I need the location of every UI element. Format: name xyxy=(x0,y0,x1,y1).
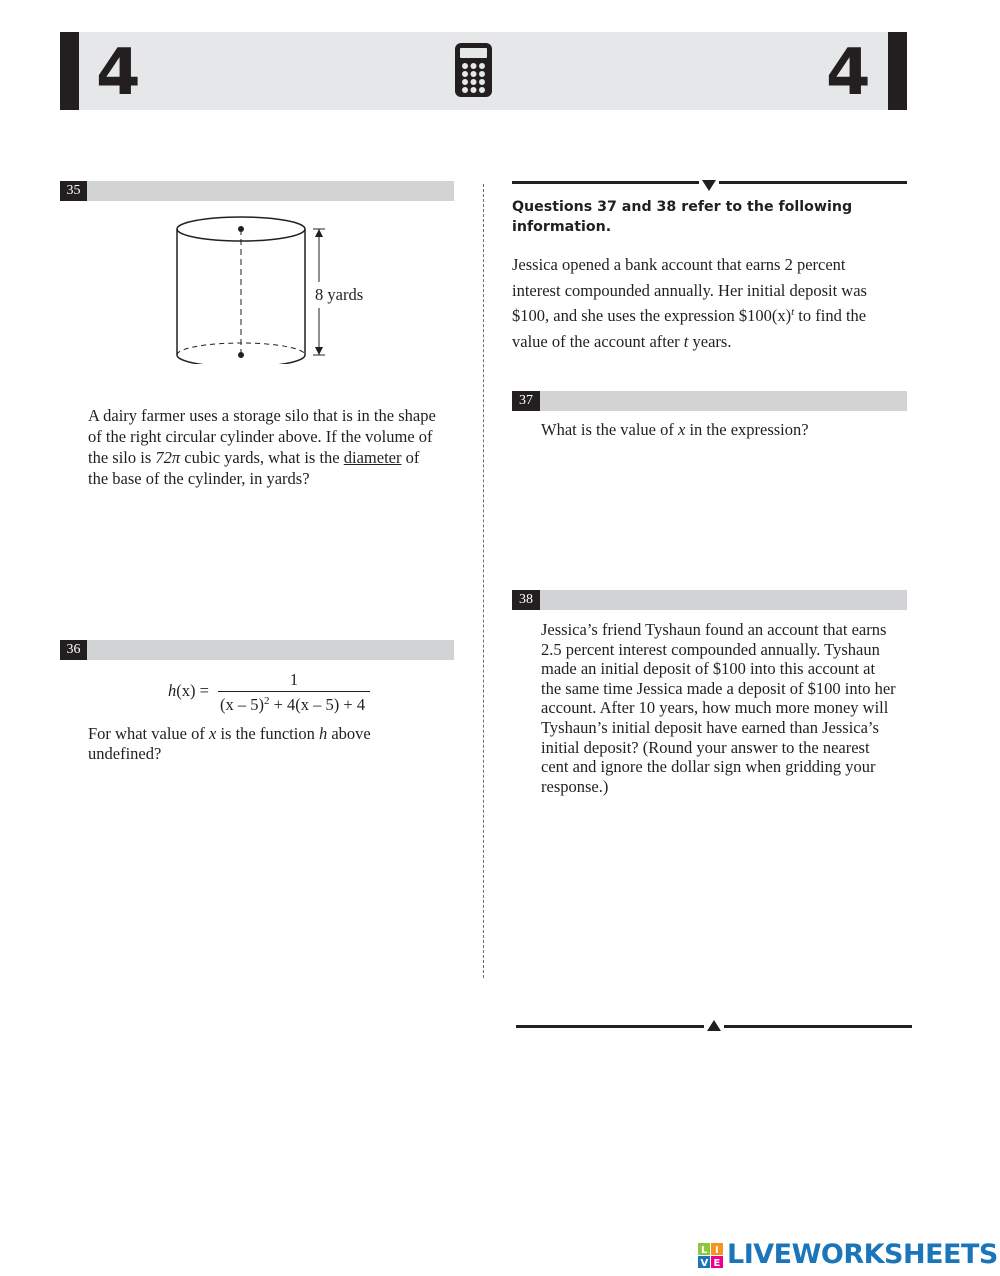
header-left-bar xyxy=(60,32,79,110)
info-line-1: Jessica opened a bank account that earns 2 percent xyxy=(512,255,846,274)
question-36-text xyxy=(88,724,371,763)
function-lhs: h(x) = xyxy=(168,681,209,700)
section-number-right: 4 xyxy=(826,36,871,110)
arrow-up-icon xyxy=(707,1020,721,1031)
cylinder-height-label: 8 yards xyxy=(315,285,364,304)
section-number-left: 4 xyxy=(96,36,141,110)
question-35-header-bar xyxy=(60,181,454,201)
expression-100x-t: $\$100(x)^t$ xyxy=(738,306,795,325)
question-36-number: 36 xyxy=(60,640,87,660)
question-35-line-4: the base of the cylinder, in yards? xyxy=(88,469,310,488)
column-divider xyxy=(483,184,484,978)
question-38-line: made an initial deposit of $100 into this account at xyxy=(541,659,876,679)
calculator-icon xyxy=(454,42,493,98)
question-36-line-1: For what value of x is the function h above xyxy=(88,724,371,743)
liveworksheets-logo-text[interactable]: LIVEWORKSHEETS xyxy=(727,1239,998,1270)
liveworksheets-badge-icon xyxy=(698,1243,724,1269)
question-38-line: Jessica’s friend Tyshaun found an account that earns xyxy=(541,620,887,639)
shared-info-paragraph xyxy=(512,252,867,354)
info-line-4: value of the account after t years. xyxy=(512,331,732,351)
shared-info-lead-line-1: Questions 37 and 38 refer to the following xyxy=(512,199,853,215)
function-numerator: 1 xyxy=(289,670,299,689)
shared-info-lead-line-2: information. xyxy=(512,219,612,235)
svg-text:E: E xyxy=(713,1258,721,1269)
bottom-rule-left xyxy=(516,1025,704,1028)
question-37-header-bar xyxy=(512,391,907,411)
question-38-header-bar xyxy=(512,590,907,610)
question-38-text xyxy=(541,620,896,796)
bottom-rule-right xyxy=(724,1025,912,1028)
question-38-line: cent and ignore the dollar sign when gridding your xyxy=(541,757,876,777)
function-denominator: (x – 5)$^2$ + 4(x – 5) + 4 xyxy=(220,695,366,714)
question-35-text xyxy=(88,405,458,489)
question-38-line: 2.5 percent interest compounded annually. Tyshaun xyxy=(541,639,880,659)
cylinder-figure xyxy=(170,214,335,364)
question-38-line: response.) xyxy=(541,776,609,796)
info-line-2: interest compounded annually. Her initial deposit was xyxy=(512,280,867,300)
question-36-line-2: undefined? xyxy=(88,743,162,763)
question-35-line-1: A dairy farmer uses a storage silo that is in the shape xyxy=(88,406,436,425)
info-line-3: $100, and she uses the expression $\$100(x)^t$ to find the xyxy=(512,306,867,325)
shared-info-lead xyxy=(512,197,852,237)
question-35-number: 35 xyxy=(60,181,87,201)
question-37-number: 37 xyxy=(512,391,540,411)
fraction-bar xyxy=(218,691,370,692)
question-38-number: 38 xyxy=(512,590,540,610)
svg-text:L: L xyxy=(701,1245,708,1256)
question-35-line-3: the silo is 72π cubic yards, what is the diameter of xyxy=(88,448,420,467)
top-rule-right xyxy=(719,181,907,184)
question-35-line-2: of the right circular cylinder above. If the volume of xyxy=(88,427,433,446)
question-38-line: the same time Jessica made a deposit of $100 into her xyxy=(541,678,896,698)
question-36-header-bar xyxy=(60,640,454,660)
svg-text:V: V xyxy=(700,1258,709,1269)
question-38-line: account. After 10 years, how much more money will xyxy=(541,698,889,718)
header-right-bar xyxy=(888,32,907,110)
question-37-text: What is the value of x in the expression? xyxy=(541,420,809,439)
question-38-line: initial deposit? (Round your answer to the nearest xyxy=(541,737,870,757)
top-rule-left xyxy=(512,181,699,184)
underlined-diameter: diameter xyxy=(343,448,402,467)
svg-text:I: I xyxy=(715,1245,719,1256)
arrow-down-icon xyxy=(702,180,716,191)
volume-expression: 72π xyxy=(155,448,181,467)
question-38-line: Tyshaun’s initial deposit have earned than Jessica’s xyxy=(541,717,879,737)
